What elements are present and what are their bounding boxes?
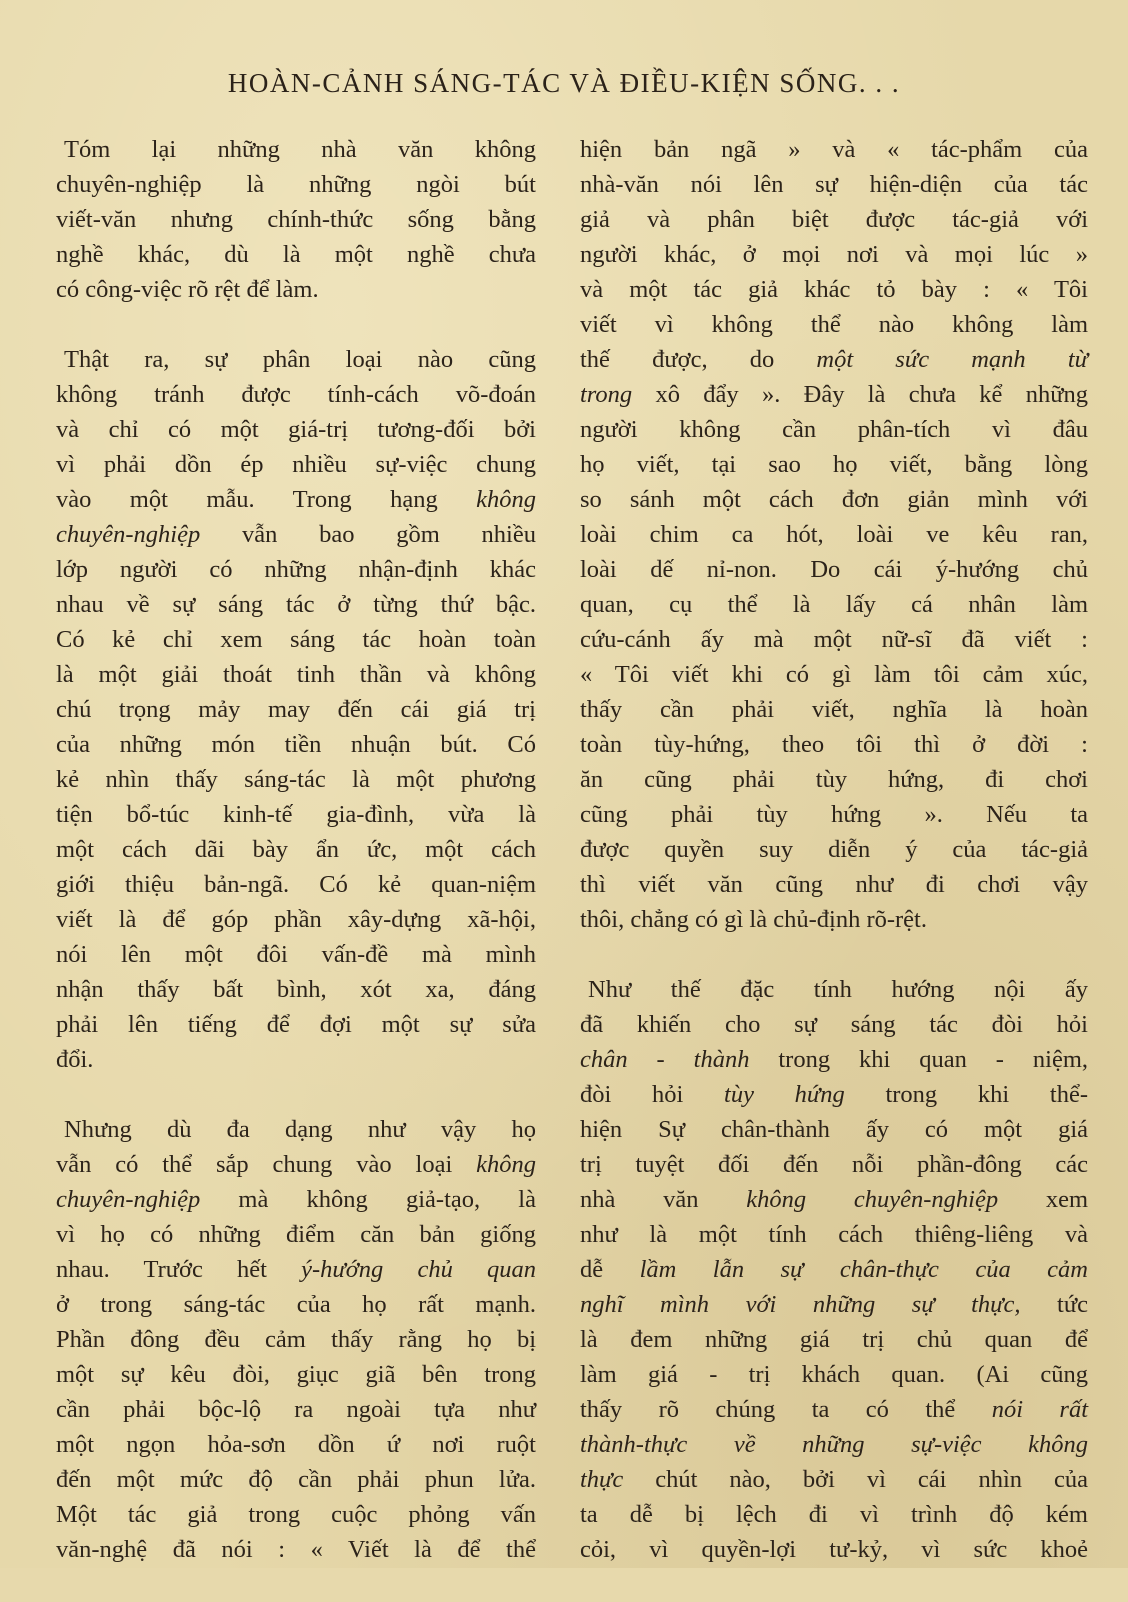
text-line: người khác, ở mọi nơi và mọi lúc » [580, 241, 1088, 268]
text-line: toàn tùy-hứng, theo tôi thì ở đời : [580, 731, 1088, 758]
italic-term: chuyên-nghiệp [56, 521, 201, 548]
italic-term: trong [580, 381, 633, 408]
text-line: họ viết, tại sao họ viết, bằng lòng [580, 451, 1088, 478]
text-line: Nhưng dù đa dạng như vậy họ [64, 1116, 536, 1143]
italic-term: thành-thực về những sự-việc không [580, 1431, 1088, 1458]
text-run: trong khi quan - niệm, [749, 1046, 1089, 1073]
text-run: trong khi thể- [844, 1081, 1088, 1108]
text-line: người không cần phân-tích vì đâu [580, 416, 1088, 443]
text-line: quan, cụ thể là lấy cá nhân làm [580, 591, 1088, 618]
text-line [56, 482, 536, 517]
text-line: nhận thấy bất bình, xót xa, đáng [56, 976, 536, 1003]
text-line: cũng phải tùy hứng ». Nếu ta [580, 801, 1088, 828]
text-line: làm giá - trị khách quan. (Ai cũng [580, 1361, 1088, 1388]
text-line: ăn cũng phải tùy hứng, đi chơi [580, 766, 1088, 793]
text-line [580, 1427, 1088, 1462]
text-line: một sự kêu đòi, giục giã bên trong [56, 1361, 536, 1388]
text-line: trị tuyệt đối đến nỗi phần-đông các [580, 1151, 1088, 1178]
text-line: so sánh một cách đơn giản mình với [580, 486, 1088, 513]
text-line: và một tác giả khác tỏ bày : « Tôi [580, 276, 1088, 303]
text-line: loài dế nỉ-non. Do cái ý-hướng chủ [580, 556, 1088, 583]
text-line: nói lên một đôi vấn-đề mà mình [56, 941, 536, 968]
right-column [580, 132, 1088, 1602]
text-line: tiện bổ-túc kinh-tế gia-đình, vừa là [56, 801, 536, 828]
text-line: cứu-cánh ấy mà một nữ-sĩ đã viết : [580, 626, 1088, 653]
italic-term: không chuyên-nghiệp [746, 1186, 999, 1213]
text-line: nhà-văn nói lên sự hiện-diện của tác [580, 171, 1088, 198]
left-paragraph-2 [56, 342, 536, 1077]
text-line: vì họ có những điểm căn bản giống [56, 1221, 536, 1248]
text-line: cần phải bộc-lộ ra ngoài tựa như [56, 1396, 536, 1423]
text-line: giả và phân biệt được tác-giả với [580, 206, 1088, 233]
italic-term: tùy hứng [724, 1081, 845, 1108]
text-line: một cách dãi bày ẩn ức, một cách [56, 836, 536, 863]
text-run: mà không giả-tạo, là [200, 1186, 536, 1213]
text-line: viết-văn nhưng chính-thức sống bằng [56, 206, 536, 233]
text-line: lớp người có những nhận-định khác [56, 556, 536, 583]
italic-term: chuyên-nghiệp [56, 1186, 201, 1213]
text-run: chút nào, bởi vì cái nhìn của [623, 1466, 1088, 1493]
text-line [580, 1077, 1088, 1112]
text-line: không tránh được tính-cách võ-đoán [56, 381, 536, 408]
text-line: vì phải dồn ép nhiều sự-việc chung [56, 451, 536, 478]
text-line: có công-việc rõ rệt để làm. [56, 276, 319, 303]
text-line: cỏi, vì quyền-lợi tư-kỷ, vì sức khoẻ [580, 1536, 1088, 1563]
text-line: văn-nghệ đã nói : « Viết là để thể [56, 1536, 536, 1563]
text-line: nhau về sự sáng tác ở từng thứ bậc. [56, 591, 536, 618]
italic-term: không [476, 1151, 536, 1178]
text-line: thì viết văn cũng như đi chơi vậy [580, 871, 1088, 898]
text-line: hiện Sự chân-thành ấy có một giá [580, 1116, 1088, 1143]
text-line: viết vì không thể nào không làm [580, 311, 1088, 338]
text-line: phải lên tiếng để đợi một sự sửa [56, 1011, 536, 1038]
text-line [56, 1182, 536, 1217]
text-run: tức [1020, 1291, 1088, 1318]
italic-term: chân - thành [580, 1046, 750, 1073]
italic-term: lầm lẫn sự chân-thực của cảm [639, 1256, 1089, 1283]
text-line: chuyên-nghiệp là những ngòi bút [56, 171, 536, 198]
text-run: dễ [580, 1256, 640, 1283]
italic-term: thực [580, 1466, 624, 1493]
text-line: đã khiến cho sự sáng tác đòi hỏi [580, 1011, 1088, 1038]
text-line [56, 517, 536, 552]
text-line [580, 342, 1088, 377]
italic-term: một sức mạnh từ [816, 346, 1088, 373]
text-line [580, 1042, 1088, 1077]
text-line: nghề khác, dù là một nghề chưa [56, 241, 536, 268]
text-line: đến một mức độ cần phải phun lửa. [56, 1466, 536, 1493]
text-line [580, 1252, 1088, 1287]
text-line: Như thế đặc tính hướng nội ấy [588, 976, 1088, 1003]
right-paragraph-2 [580, 972, 1088, 1567]
text-run: đòi hỏi [580, 1081, 725, 1108]
italic-term: ý-hướng chủ quan [301, 1256, 536, 1283]
text-line: loài chim ca hót, loài ve kêu ran, [580, 521, 1088, 548]
text-run: nhà văn [580, 1186, 747, 1213]
text-line: như là một tính cách thiêng-liêng và [580, 1221, 1088, 1248]
text-line [580, 1287, 1088, 1322]
text-line [580, 1182, 1088, 1217]
text-line [56, 1252, 536, 1287]
right-paragraph-1 [580, 132, 1088, 937]
text-run: vẫn bao gồm nhiều [200, 521, 536, 548]
text-line: thôi, chẳng có gì là chủ-định rõ-rệt. [580, 906, 927, 933]
text-line: và chỉ có một giá-trị tương-đối bởi [56, 416, 536, 443]
text-run: nhau. Trước hết [56, 1256, 302, 1283]
text-line: Có kẻ chỉ xem sáng tác hoàn toàn [56, 626, 536, 653]
italic-term: nghĩ mình với những sự thực, [580, 1291, 1021, 1318]
text-run: xem [998, 1186, 1089, 1213]
text-line [56, 1147, 536, 1182]
text-line: « Tôi viết khi có gì làm tôi cảm xúc, [580, 661, 1088, 688]
text-line: Phần đông đều cảm thấy rằng họ bị [56, 1326, 536, 1353]
text-run: vào một mẫu. Trong hạng [56, 486, 477, 513]
text-line: viết là để góp phần xây-dựng xã-hội, [56, 906, 536, 933]
text-line: ở trong sáng-tác của họ rất mạnh. [56, 1291, 536, 1318]
text-line: là đem những giá trị chủ quan để [580, 1326, 1088, 1353]
left-paragraph-1 [56, 132, 536, 307]
text-line: một ngọn hỏa-sơn dồn ứ nơi ruột [56, 1431, 536, 1458]
text-line [580, 1392, 1088, 1427]
left-column [56, 132, 536, 1602]
text-run: thế được, do [580, 346, 817, 373]
italic-term: không [476, 486, 536, 513]
text-line: giới thiệu bản-ngã. Có kẻ quan-niệm [56, 871, 536, 898]
text-line: Một tác giả trong cuộc phỏng vấn [56, 1501, 536, 1528]
text-line: được quyền suy diễn ý của tác-giả [580, 836, 1088, 863]
text-run: thấy rõ chúng ta có thể [580, 1396, 992, 1423]
running-head: HOÀN-CẢNH SÁNG-TÁC VÀ ĐIỀU-KIỆN SỐNG. . . [227, 68, 901, 98]
text-line: Thật ra, sự phân loại nào cũng [64, 346, 536, 373]
italic-term: nói rất [991, 1396, 1088, 1423]
text-line: là một giải thoát tinh thần và không [56, 661, 536, 688]
text-line: chú trọng mảy may đến cái giá trị [56, 696, 536, 723]
text-line [580, 377, 1088, 412]
text-line: hiện bản ngã » và « tác-phẩm của [580, 136, 1088, 163]
text-line: ta dễ bị lệch đi vì trình độ kém [580, 1501, 1088, 1528]
text-line [580, 1462, 1088, 1497]
text-line: Tóm lại những nhà văn không [64, 136, 536, 163]
text-line: của những món tiền nhuận bút. Có [56, 731, 536, 758]
text-line: thấy cần phải viết, nghĩa là hoàn [580, 696, 1088, 723]
text-line: đổi. [56, 1046, 94, 1073]
text-line: kẻ nhìn thấy sáng-tác là một phương [56, 766, 536, 793]
text-run: vẫn có thể sắp chung vào loại [56, 1151, 477, 1178]
text-run: xô đẩy ». Đây là chưa kể những [632, 381, 1088, 408]
left-paragraph-3 [56, 1112, 536, 1567]
